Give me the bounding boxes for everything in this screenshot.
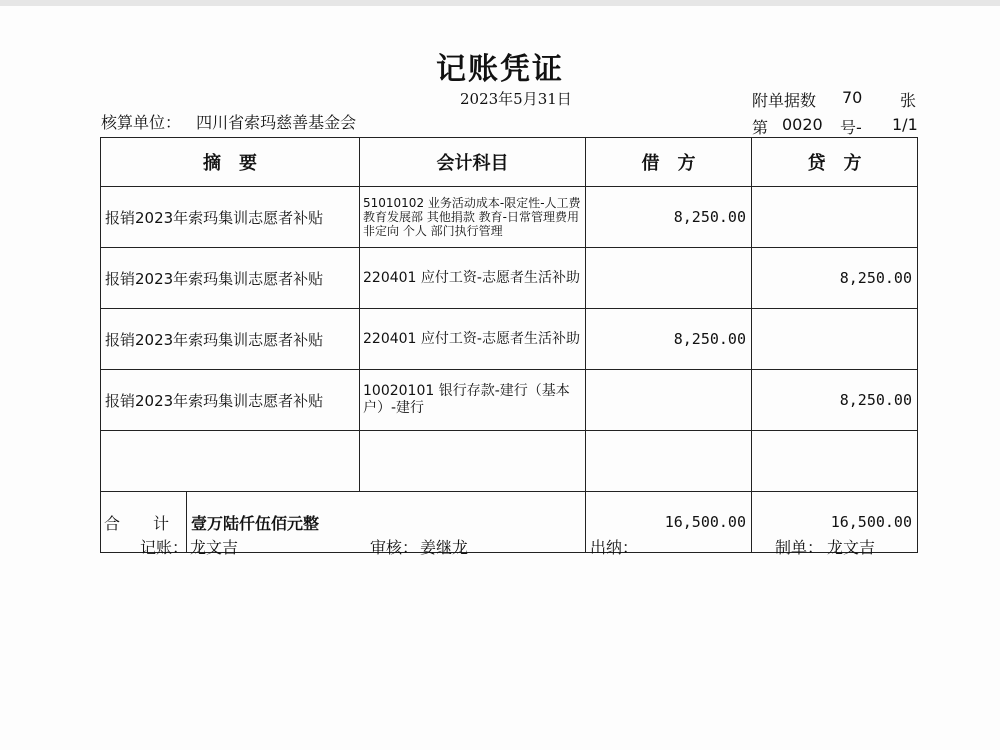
total-label: 合 计 (101, 492, 187, 553)
total-debit: 16,500.00 (586, 492, 752, 553)
preparer-label: 制单： (775, 538, 824, 557)
attachment-count (752, 88, 917, 110)
accounting-unit (101, 110, 356, 133)
attachment-unit: 张 (900, 91, 917, 110)
bookkeeper-name: 龙文吉 (190, 538, 239, 557)
attachment-label: 附单据数 (752, 91, 817, 110)
row-account: 51010102 业务活动成本-限定性-人工费 教育发展部 其他捐款 教育-日常管理费用 非定向 个人 部门执行管理 (360, 187, 586, 248)
row-account: 220401 应付工资-志愿者生活补助 (360, 309, 586, 370)
voucher-number-value: 0020 (782, 115, 823, 134)
row-credit (752, 187, 918, 248)
signature-line (0, 535, 1000, 559)
table-row (101, 248, 918, 309)
reviewer-name: 姜继龙 (420, 538, 469, 557)
row-debit (586, 431, 752, 492)
voucher-title: 记账凭证 (436, 52, 564, 87)
column-debit: 借 方 (586, 138, 752, 187)
row-summary: 报销2023年索玛集训志愿者补贴 (101, 370, 360, 431)
voucher-page: 1/1 (892, 115, 918, 134)
voucher-date: 2023年5月31日 (460, 90, 572, 108)
column-account: 会计科目 (360, 138, 586, 187)
total-credit: 16,500.00 (752, 492, 918, 553)
column-summary: 摘 要 (101, 138, 360, 187)
total-amount-in-words: 壹万陆仟伍佰元整 (187, 492, 586, 553)
voucher-number-prefix: 第 (752, 118, 769, 137)
row-credit (752, 431, 918, 492)
accounting-unit-label: 核算单位： (101, 113, 182, 132)
voucher-number (752, 115, 917, 137)
column-credit: 贷 方 (752, 138, 918, 187)
preparer-name: 龙文吉 (827, 538, 876, 557)
table-row (101, 370, 918, 431)
row-summary: 报销2023年索玛集训志愿者补贴 (101, 309, 360, 370)
row-account: 10020101 银行存款-建行（基本户）-建行 (360, 370, 586, 431)
table-header (101, 138, 918, 187)
row-account: 220401 应付工资-志愿者生活补助 (360, 248, 586, 309)
row-summary (101, 431, 360, 492)
voucher-table (100, 137, 918, 553)
row-account (360, 431, 586, 492)
cashier-label: 出纳： (590, 538, 639, 557)
voucher-number-suffix: 号- (840, 118, 862, 137)
table-row (101, 187, 918, 248)
row-debit (586, 370, 752, 431)
table-row (101, 309, 918, 370)
attachment-number: 70 (842, 88, 863, 107)
row-credit: 8,250.00 (752, 370, 918, 431)
row-debit: 8,250.00 (586, 309, 752, 370)
row-debit (586, 248, 752, 309)
bookkeeper-label: 记账： (140, 538, 189, 557)
row-credit: 8,250.00 (752, 248, 918, 309)
table-row-empty (101, 431, 918, 492)
scan-edge (0, 0, 1000, 6)
accounting-unit-name: 四川省索玛慈善基金会 (196, 113, 357, 132)
row-debit: 8,250.00 (586, 187, 752, 248)
row-credit (752, 309, 918, 370)
reviewer-label: 审核： (370, 538, 419, 557)
row-summary: 报销2023年索玛集训志愿者补贴 (101, 248, 360, 309)
row-summary: 报销2023年索玛集训志愿者补贴 (101, 187, 360, 248)
